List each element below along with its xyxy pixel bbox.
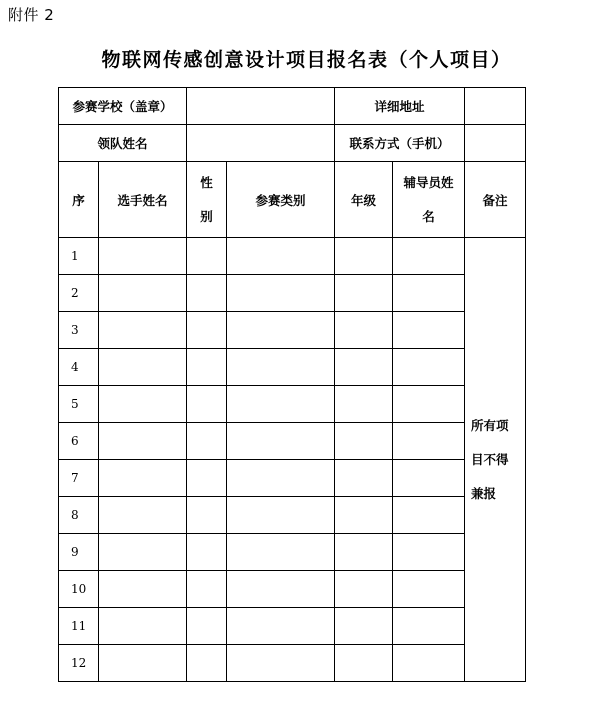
table-row [59,238,526,275]
name-cell[interactable] [99,608,187,645]
category-cell[interactable] [227,645,335,682]
gender-cell[interactable] [187,645,227,682]
grade-cell[interactable] [335,645,393,682]
advisor-cell[interactable] [393,608,465,645]
table-row [59,571,526,608]
table-row [59,312,526,349]
remarks-note-line2: 目不得 [471,451,509,467]
attachment-label: 附件 2 [8,6,55,24]
header-index: 序 [59,162,99,238]
row-number: 9 [59,534,99,571]
advisor-cell[interactable] [393,275,465,312]
gender-cell[interactable] [187,386,227,423]
row-number: 11 [59,608,99,645]
grade-cell[interactable] [335,349,393,386]
table-row [59,275,526,312]
name-cell[interactable] [99,645,187,682]
form-title: 物联网传感创意设计项目报名表（个人项目） [101,49,512,71]
gender-cell[interactable] [187,349,227,386]
table-row [59,608,526,645]
leader-label: 领队姓名 [59,125,187,162]
advisor-cell[interactable] [393,312,465,349]
table-row [59,645,526,682]
school-label: 参赛学校（盖章） [59,88,187,125]
category-cell[interactable] [227,312,335,349]
grade-cell[interactable] [335,312,393,349]
category-cell[interactable] [227,423,335,460]
address-field[interactable] [465,88,526,125]
category-cell[interactable] [227,534,335,571]
school-field[interactable] [187,88,335,125]
header-row [59,162,526,238]
table-row [59,460,526,497]
advisor-cell[interactable] [393,386,465,423]
registration-table [58,87,526,682]
row-number: 6 [59,423,99,460]
name-cell[interactable] [99,349,187,386]
grade-cell[interactable] [335,571,393,608]
header-category: 参赛类别 [227,162,335,238]
header-advisor-line1: 辅导员姓 [403,174,454,190]
table-row [59,386,526,423]
name-cell[interactable] [99,534,187,571]
grade-cell[interactable] [335,275,393,312]
advisor-cell[interactable] [393,534,465,571]
category-cell[interactable] [227,386,335,423]
name-cell[interactable] [99,497,187,534]
name-cell[interactable] [99,386,187,423]
gender-cell[interactable] [187,571,227,608]
gender-cell[interactable] [187,238,227,275]
address-label: 详细地址 [335,88,465,125]
grade-cell[interactable] [335,423,393,460]
school-row [59,88,526,125]
row-number: 5 [59,386,99,423]
advisor-cell[interactable] [393,423,465,460]
contact-label: 联系方式（手机） [335,125,465,162]
advisor-cell[interactable] [393,349,465,386]
header-advisor-line2: 名 [422,208,435,224]
name-cell[interactable] [99,238,187,275]
row-number: 7 [59,460,99,497]
grade-cell[interactable] [335,497,393,534]
gender-cell[interactable] [187,275,227,312]
header-gender-line1: 性 [200,174,213,190]
leader-row [59,125,526,162]
header-remarks: 备注 [465,162,526,238]
row-number: 4 [59,349,99,386]
grade-cell[interactable] [335,460,393,497]
category-cell[interactable] [227,608,335,645]
grade-cell[interactable] [335,238,393,275]
remarks-note-line3: 兼报 [471,485,497,501]
row-number: 10 [59,571,99,608]
name-cell[interactable] [99,571,187,608]
row-number: 3 [59,312,99,349]
row-number: 2 [59,275,99,312]
grade-cell[interactable] [335,534,393,571]
grade-cell[interactable] [335,386,393,423]
table-row [59,349,526,386]
category-cell[interactable] [227,460,335,497]
name-cell[interactable] [99,275,187,312]
category-cell[interactable] [227,275,335,312]
table-row [59,534,526,571]
row-number: 1 [59,238,99,275]
advisor-cell[interactable] [393,571,465,608]
remarks-note-line1: 所有项 [471,417,509,433]
category-cell[interactable] [227,238,335,275]
gender-cell[interactable] [187,608,227,645]
name-cell[interactable] [99,423,187,460]
row-number: 8 [59,497,99,534]
header-name: 选手姓名 [99,162,187,238]
advisor-cell[interactable] [393,460,465,497]
contact-field[interactable] [465,125,526,162]
header-advisor [393,162,465,238]
table-row [59,423,526,460]
remarks-note [465,238,526,682]
category-cell[interactable] [227,349,335,386]
category-cell[interactable] [227,571,335,608]
table-row [59,497,526,534]
row-number: 12 [59,645,99,682]
gender-cell[interactable] [187,497,227,534]
header-gender [187,162,227,238]
category-cell[interactable] [227,497,335,534]
name-cell[interactable] [99,460,187,497]
advisor-cell[interactable] [393,645,465,682]
name-cell[interactable] [99,312,187,349]
gender-cell[interactable] [187,423,227,460]
leader-field[interactable] [187,125,335,162]
gender-cell[interactable] [187,460,227,497]
advisor-cell[interactable] [393,497,465,534]
gender-cell[interactable] [187,312,227,349]
header-gender-line2: 别 [200,208,213,224]
header-grade: 年级 [335,162,393,238]
grade-cell[interactable] [335,608,393,645]
gender-cell[interactable] [187,534,227,571]
advisor-cell[interactable] [393,238,465,275]
